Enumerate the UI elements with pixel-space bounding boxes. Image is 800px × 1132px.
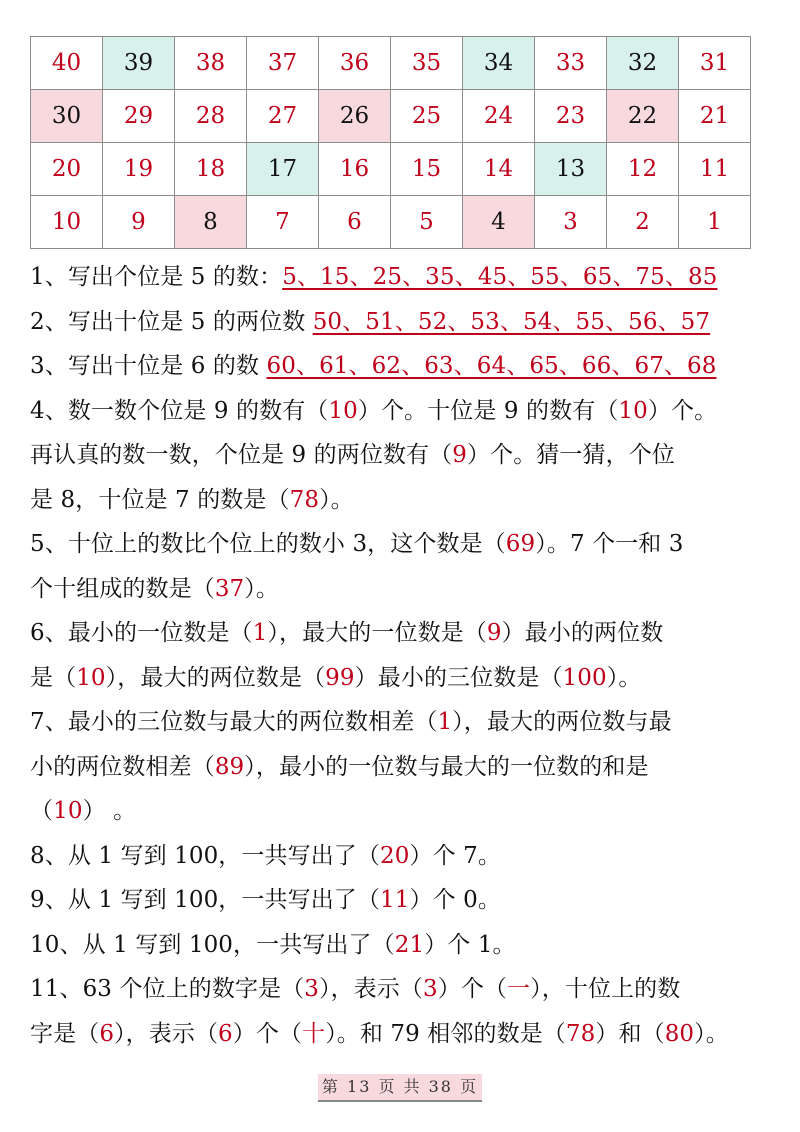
grid-cell: 13: [535, 143, 607, 196]
answer-text: 9: [452, 442, 467, 468]
question-text: 8、从 1 写到 100，一共写出了（: [30, 842, 380, 869]
question-text: ），表示（: [114, 1020, 219, 1047]
question-text: ）个（: [232, 1020, 303, 1047]
question-block: [30, 967, 780, 1056]
question-block: [30, 255, 780, 300]
question-line: [30, 567, 780, 612]
grid-cell: 21: [679, 90, 751, 143]
grid-cell: 35: [391, 37, 463, 90]
grid-cell: 34: [463, 37, 535, 90]
question-text: ）和（: [595, 1020, 665, 1047]
answer-text: 一: [507, 976, 531, 1002]
question-text: 9、从 1 写到 100，一共写出了（: [30, 887, 380, 913]
question-line: [30, 344, 780, 389]
question-text: 是 8，十位是 7 的数是（: [30, 486, 290, 513]
question-text: ）。: [694, 1020, 729, 1047]
question-line: [30, 789, 780, 834]
grid-cell: 9: [103, 196, 175, 249]
grid-cell: 19: [103, 143, 175, 196]
question-text: ）最小的两位数: [501, 620, 664, 646]
question-text: 7、最小的三位数与最大的两位数相差（: [30, 709, 438, 735]
question-text: ）个。十位是 9 的数有（: [357, 397, 619, 424]
question-text: 10、从 1 写到 100，一共写出了（: [30, 931, 395, 958]
grid-row: [31, 196, 751, 249]
grid-cell: 2: [607, 196, 679, 249]
question-line: [30, 522, 780, 567]
grid-cell: 36: [319, 37, 391, 90]
question-line: [30, 389, 780, 434]
grid-cell: 8: [175, 196, 247, 249]
grid-cell: 16: [319, 143, 391, 196]
question-line: [30, 433, 780, 478]
answer-text: 9: [486, 620, 502, 646]
question-block: [30, 611, 780, 700]
grid-cell: 31: [679, 37, 751, 90]
answer-text: 10: [76, 664, 106, 691]
grid-cell: 10: [31, 196, 103, 249]
question-line: [30, 967, 780, 1012]
answer-text: 10: [53, 798, 83, 824]
question-text: ）。: [606, 664, 642, 691]
grid-cell: 15: [391, 143, 463, 196]
page-footer: 第 13 页 共 38 页: [318, 1074, 482, 1102]
question-block: [30, 923, 780, 968]
question-text: ） 。: [82, 798, 137, 824]
question-text: 小的两位数相差（: [30, 753, 215, 780]
question-line: [30, 300, 780, 345]
answer-text: 78: [289, 486, 320, 513]
answer-text: 3: [304, 976, 319, 1002]
question-line: [30, 478, 780, 523]
grid-cell: 24: [463, 90, 535, 143]
answer-text: 100: [562, 664, 607, 691]
question-line: [30, 656, 780, 701]
grid-cell: 4: [463, 196, 535, 249]
question-text: ）个。: [647, 397, 718, 424]
number-grid: [30, 36, 751, 249]
grid-row: [31, 90, 751, 143]
grid-cell: 14: [463, 143, 535, 196]
grid-cell: 11: [679, 143, 751, 196]
question-line: [30, 834, 780, 879]
question-block: [30, 878, 780, 923]
grid-cell: 33: [535, 37, 607, 90]
question-text: ），最大的两位数与最: [452, 709, 672, 735]
question-text: ），最大的一位数是（: [267, 620, 487, 646]
question-text: ）。7 个一和 3: [535, 531, 684, 557]
answer-text: 11: [380, 887, 410, 913]
question-line: [30, 878, 780, 923]
grid-cell: 7: [247, 196, 319, 249]
answer-text: 6: [99, 1020, 115, 1047]
grid-cell: 40: [31, 37, 103, 90]
answer-text: 1: [252, 620, 268, 646]
question-text: 3、写出十位是 6 的数: [30, 353, 267, 379]
question-text: 11、63 个位上的数字是（: [30, 976, 305, 1002]
grid-cell: 39: [103, 37, 175, 90]
question-text: ），最大的两位数是（: [105, 664, 326, 691]
grid-cell: 32: [607, 37, 679, 90]
answer-underlined: 5、15、25、35、45、55、65、75、85: [282, 264, 718, 290]
grid-cell: 22: [607, 90, 679, 143]
answer-text: 3: [422, 976, 438, 1002]
question-block: [30, 389, 780, 523]
question-text: 是（: [30, 664, 77, 691]
answer-underlined: 50、51、52、53、54、55、56、57: [312, 308, 711, 335]
answer-text: 78: [565, 1020, 596, 1047]
question-text: 再认真的数一数，个位是 9 的两位数有（: [30, 442, 453, 468]
question-text: ）个 0。: [409, 887, 501, 913]
question-block: [30, 522, 780, 611]
grid-cell: 26: [319, 90, 391, 143]
grid-cell: 25: [391, 90, 463, 143]
grid-cell: 30: [31, 90, 103, 143]
answer-text: 69: [505, 531, 536, 557]
grid-cell: 5: [391, 196, 463, 249]
answer-text: 89: [214, 753, 245, 780]
grid-cell: 28: [175, 90, 247, 143]
question-text: ）个（: [437, 976, 508, 1002]
grid-cell: 38: [175, 37, 247, 90]
question-line: [30, 700, 780, 745]
question-text: 2、写出十位是 5 的两位数: [30, 308, 313, 335]
question-text: 4、数一数个位是 9 的数有（: [30, 397, 329, 424]
answer-text: 6: [218, 1020, 233, 1047]
question-block: [30, 344, 780, 389]
answer-text: 20: [380, 842, 410, 869]
question-text: 个十组成的数是（: [30, 575, 215, 602]
question-text: ）个 7。: [409, 842, 501, 869]
question-text: ）个 1。: [424, 931, 516, 958]
answer-underlined: 60、61、62、63、64、65、66、67、68: [266, 353, 717, 379]
question-text: ）。: [319, 486, 354, 513]
answer-text: 10: [328, 397, 358, 424]
question-text: 字是（: [30, 1020, 100, 1047]
grid-row: [31, 37, 751, 90]
grid-row: [31, 143, 751, 196]
grid-cell: 20: [31, 143, 103, 196]
answer-text: 1: [437, 709, 453, 735]
question-list: [30, 255, 780, 1056]
question-text: ），十位上的数: [530, 976, 681, 1002]
grid-cell: 12: [607, 143, 679, 196]
question-text: 1、写出个位是 5 的数：: [30, 264, 283, 290]
question-text: 6、最小的一位数是（: [30, 620, 253, 646]
answer-text: 十: [302, 1020, 326, 1047]
answer-text: 37: [214, 575, 245, 602]
grid-cell: 1: [679, 196, 751, 249]
question-line: [30, 611, 780, 656]
question-line: [30, 923, 780, 968]
question-block: [30, 700, 780, 834]
question-text: ）。和 79 相邻的数是（: [325, 1020, 566, 1047]
question-line: [30, 1012, 780, 1057]
grid-cell: 18: [175, 143, 247, 196]
question-line: [30, 745, 780, 790]
answer-text: 99: [325, 664, 355, 691]
question-block: [30, 834, 780, 879]
question-block: [30, 300, 780, 345]
answer-text: 80: [664, 1020, 695, 1047]
question-text: （: [30, 798, 54, 824]
grid-cell: 17: [247, 143, 319, 196]
grid-cell: 37: [247, 37, 319, 90]
grid-cell: 29: [103, 90, 175, 143]
question-text: ）最小的三位数是（: [354, 664, 563, 691]
question-line: [30, 255, 780, 300]
question-text: 5、十位上的数比个位上的数小 3，这个数是（: [30, 531, 506, 557]
grid-cell: 6: [319, 196, 391, 249]
grid-cell: 3: [535, 196, 607, 249]
grid-cell: 27: [247, 90, 319, 143]
question-text: ）个。猜一猜，个位: [467, 442, 675, 468]
question-text: ），最小的一位数与最大的一位数的和是: [244, 753, 649, 780]
grid-cell: 23: [535, 90, 607, 143]
answer-text: 21: [394, 931, 425, 958]
answer-text: 10: [618, 397, 648, 424]
question-text: ），表示（: [318, 976, 423, 1002]
question-text: ）。: [244, 575, 279, 602]
